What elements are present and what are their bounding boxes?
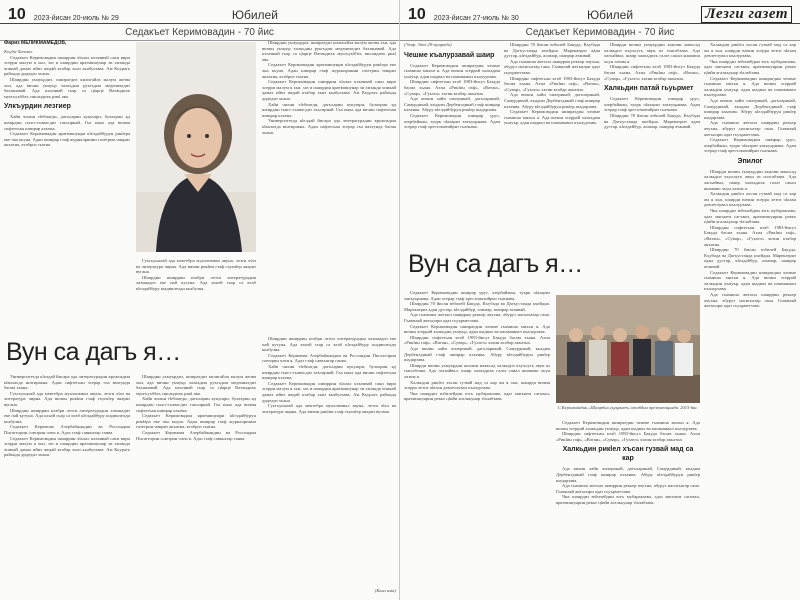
right-column-1 bbox=[404, 42, 500, 247]
paragraph: Седакъет Керимовадин шиирар урус, азербайжан, туьрк чlалариз элкъуьрнава. Адан эсерар гзаф хрестоматийриз гьатнава. bbox=[404, 290, 550, 301]
paragraph: Хайи чилин тlебиатди, дагъларин кукушри, булахрин яд шаирдин гьисс-гьавасдиз таъсирнай. Гьа инал ада вичин сифтегьан шиирар кхьена. bbox=[4, 114, 130, 131]
group-photo bbox=[556, 295, 700, 403]
paragraph: Шаирдин сифтегьан ктаб 1983-йисуз Бакуда басма хьана. Ахпа «Рикlин гаф», «Ватан», «Сувар», «Гуьзел» хьтин ктабар акъатна. bbox=[404, 79, 500, 96]
paragraph: Седакъет Керимовадин шииратдин чешме гьамиша михьи я. Ада вичин эсеррай халкьдин уьмуьр, адан шадвал ва пашманвал къалурзава. bbox=[404, 62, 500, 79]
paragraph: Шаирдин шииррин ктабри лезги литературадин хазинадиз еке пай кутуна. Ада кхьей гьар са ктаб кlелдайбуру шадвилелди кьабулна. bbox=[136, 274, 256, 291]
heading-2: Халкьдин патай гьуьрмет bbox=[604, 85, 694, 93]
paragraph: Ада гьамиша жегьил шаиррин рекьер ачухна, абуруз насигьатар гана. Гьавиляй жегьилри адаз гьуьрметзава. bbox=[504, 58, 600, 75]
paragraph: Седакъет Керимовадин шииррин чlалал кхьенвай саки вири эсерри малум я хьи, заз и шаирдин яратмишунар зи хизанда чпикай дамах ийиз жедай ктабар хьиз кьабулзава. Ам Кьурагь районда дидедиз хьана. bbox=[4, 435, 130, 458]
paragraph: Гуьгъуьнлай ада мектебра муаллимвал авуна, лезги чlал ва литература чирна. Ада вичин рикlин гзаф гъуьчlер аялриз вугана. bbox=[136, 258, 256, 275]
subheading: Улкъурдин лезгиер bbox=[4, 103, 71, 111]
section-title: Юбилей bbox=[231, 8, 278, 22]
continuation-note: (Эхир. Эвел 29-нумрада) bbox=[404, 42, 452, 47]
photo-caption: С.Керимовадин «Шаирдин гьуьрмет» ктабдин презентацияда. 2015-йис. bbox=[557, 405, 699, 410]
paragraph: Седакъет Керимовадин яратмишунри кlелдайбурун рикlера еке чка кьуна. Адан шиирар гзаф журналринни газетрин чинриз акъатна, ктабриз гьатна. bbox=[4, 131, 130, 148]
right-bottom-column-2 bbox=[556, 420, 700, 596]
paragraph: Седакъет Керимова Азербайжандин ва Россиядин Писателрин союзрин член я. Адаз гзаф савкьатар ганва. bbox=[136, 429, 256, 441]
paragraph: Седакъет Керимовадин шиирар урус, азербайжан, туьрк чlалариз элкъуьрнава. Адан эсерар гзаф хрестоматийриз гьатнава. bbox=[704, 137, 796, 154]
paragraph: Ада гьамиша жегьил шаиррин рекьер ачухна, абуруз насигьатар гана. Гьавиляй жегьилри адаз гьуьрметзава. bbox=[556, 483, 700, 494]
left-column-3 bbox=[262, 40, 396, 330]
paragraph: Чна шаирдиз юбилейдин югъ мубаракзава, адаз мягькем сагъвал, яратмишунрин рекье цlийи агалкьунар тlалабзава. bbox=[556, 494, 700, 505]
paragraph: Университетда кlелдай йисара ада литературадин кружокдин кlвалахда иштиракна. Адан сифтегьан эсерар гьа вахтунда басма хьана. bbox=[262, 118, 396, 135]
paragraph: Седакъет Керимова Азербайжандин ва Россиядин Писателрин союзрин член я. Адаз гзаф савкьатар ганва. bbox=[262, 352, 396, 364]
paragraph: Ада вичин хайи чилерикай, дагъларикай, Самурдикай, къадим Дербентдикай гзаф шиирар кхьенва. Абуру кlелдайбурун рикlер шадарзава. bbox=[504, 92, 600, 109]
right-column-2 bbox=[504, 42, 600, 247]
paragraph: Чна шаирдиз юбилейдин югъ мубаракзава, адаз мягькем сагъвал, яратмишунрин рекье цlийи агалкьунар тlалабзава. bbox=[404, 390, 550, 402]
section-title: Юбилей bbox=[586, 8, 634, 22]
paragraph: Седакъет Керимовадин шииррин чlалал кхьенвай саки вири эсерри малум я хьи, заз и шаирдин яратмишунар зи хизанда чпикай дамах ийиз жедай ктабар хьиз кьабулзава. Ам Кьурагь районда дидедиз хьана. bbox=[262, 79, 396, 101]
paragraph: Шаирдин шииррин ктабри лезги литературадин хазинадиз еке пай кутуна. Ада кхьей гьар са ктаб кlелдайбуру шадвилелди кьабулна. bbox=[262, 336, 396, 353]
headline: Вун са дагъ я… bbox=[6, 338, 181, 366]
paragraph: Шаирдин уьмуьрдиз, шииратдиз килигайла малум жезва хьи, ада вичин уьмуьр халкьдин руьгьдин медениятдиз бахшнавай. Ада кхьенвай гьар са цlарце Ватандихъ муьгьуьббат, инсандихъ рикl ава. bbox=[262, 40, 396, 62]
paragraph: Седакъет Керимовадин яратмишунри кlелдайбурун рикlера еке чка кьуна. Адан шиирар гзаф журналринни газетрин чинриз акъатна, ктабриз гьатна. bbox=[262, 62, 396, 79]
paragraph: Чна шаирдиз юбилейдин югъ мубаракзава, адаз мягькем сагъвал, яратмишунрин рекье цlийи агалкьунар тlалабзава. bbox=[704, 58, 796, 75]
article-subtitle: Седакъет Керимовадин - 70 йис bbox=[400, 27, 800, 41]
left-column-1 bbox=[4, 40, 130, 330]
right-column-4 bbox=[704, 42, 796, 596]
paragraph: Седакъет Керимовадин шииррин чlалал кхьенвай саки вири эсерри малум я хьи, заз и шаирдин яратмишунар зи хизанда чпикай дамах ийиз жедай ктабар хьиз кьабулзава. Ам Кьурагь районда дидедиз хьана. bbox=[262, 380, 396, 403]
paragraph: Ада вичин хайи чилерикай, дагъларикай, Самурдикай, къадим Дербентдикай гзаф шиирар кхьенва. Абуру кlелдайбурун рикlер шадарзава. bbox=[704, 97, 796, 120]
paragraph: Шаирдин 70 йисан юбилей Бакуда, Къубада ва Дагъустанда къейдна. Мярекатриз адан дустар, кlелдайбур, алимар, шаирар атанвай. bbox=[504, 42, 600, 59]
issue-date: 2023-йисан 20-июль № 29 bbox=[33, 15, 119, 22]
portrait-photo bbox=[136, 42, 256, 252]
issue-date: 2023-йисан 27-июль № 30 bbox=[433, 15, 519, 22]
paragraph: Шаирдин сифтегьан ктаб 1983-йисуз Бакуда басма хьана. Ахпа «Рикlин гаф», «Ватан», «Сувар», «Гуьзел» хьтин ктабар акъатна. bbox=[704, 224, 796, 247]
page-number: 10 bbox=[8, 6, 26, 23]
paragraph: Шаирдин 70 йисан юбилей Бакуда, Къубада ва Дагъустанда къейдна. Мярекатриз адан дустар, кlелдайбур, алимар, шаирар атанвай. bbox=[704, 247, 796, 269]
paragraph: Седакъет Керимовадин шиирар урус, азербайжан, туьрк чlалариз элкъуьрнава. Адан эсерар гзаф хрестоматийриз гьатнава. bbox=[604, 96, 700, 113]
paragraph: Шаирдин сифтегьан ктаб 1983-йисуз Бакуда басма хьана. Ахпа «Рикlин гаф», «Ватан», «Сувар», «Гуьзел» хьтин ктабар акъатна. bbox=[556, 431, 700, 442]
paragraph: Седакъет Керимовадин яратмишунри кlелдайбурун рикlера еке чка кьуна. Адан шиирар гзаф журналринни газетрин чинриз акъатна, ктабриз гьатна. bbox=[136, 413, 256, 430]
paragraph: Ада гьамиша жегьил шаиррин рекьер ачухна, абуруз насигьатар гана. Гьавиляй жегьилри адаз гьуьрметзава. bbox=[404, 312, 550, 323]
article-subtitle: Седакъет Керимовадин - 70 йис bbox=[0, 27, 399, 41]
paragraph: Шаирдин уьмуьрдиз, шииратдиз килигайла малум жезва хьи, ада вичин уьмуьр халкьдин руьгьдин медениятдиз бахшнавай. Ада кхьенвай гьар са цlарце Ватандихъ муьгьуьббат, инсандихъ рикl ава. bbox=[4, 76, 130, 99]
paragraph: Шаирдин 70 йисан юбилей Бакуда, Къубада ва Дагъустанда къейдна. Мярекатриз адан дустар, кlелдайбур, алимар, шаирар атанвай. bbox=[404, 301, 550, 312]
continued-note: (Кьил ама) bbox=[374, 588, 396, 593]
paragraph: Шаирдин 70 йисан юбилей Бакуда, Къубада ва Дагъустанда къейдна. Мярекатриз адан дустар, кlелдайбур, алимар, шаирар атанвай. bbox=[604, 112, 700, 130]
paragraph: Седакъет Керимовадин шииррин чlалал кхьенвай саки вири эсерри малум я хьи, заз и шаирдин яратмишунар зи хизанда чпикай дамах ийиз жедай ктабар хьиз кьабулзава. Ам Кьурагь районда дидедиз хьана. bbox=[4, 54, 130, 77]
paragraph: Ада вичин хайи чилерикай, дагъларикай, Самурдикай, къадим Дербентдикай гзаф шиирар кхьенва. Абуру кlелдайбурун рикlер шадарзава. bbox=[404, 345, 550, 363]
paragraph: Седакъет Керимовадин шииратдин чешме гьамиша михьи я. Ада вичин эсеррай халкьдин уьмуьр, адан шадвал ва пашманвал къалурзава. bbox=[704, 269, 796, 292]
author-note: Къуба-Хачмаз. bbox=[4, 49, 34, 54]
paragraph: Ада гьамиша жегьил шаиррин рекьер ачухна, абуруз насигьатар гана. Гьавиляй жегьилри адаз гьуьрметзава. bbox=[704, 120, 796, 137]
paragraph: Шаирди вичин уьмуьрдин кьилин макьсад халкьдиз къуллугъ авун яз гьисабзава. Ада лагьайвал, шаир халкьдихъ галаз санал яшамиш хьун лазим я. bbox=[604, 42, 700, 64]
right-header bbox=[400, 6, 800, 24]
paragraph: Халкьдин рикlел хъсан гузвай мад са кар ам я хьи, шаирди вичин эсерра лезги чlалан девлетлувал къалурзава. bbox=[404, 379, 550, 391]
left-bottom-column-3 bbox=[262, 336, 396, 586]
left-bottom-column-2 bbox=[136, 374, 256, 596]
paragraph: Ада вичин хайи чилерикай, дагъларикай, Самурдикай, къадим Дербентдикай гзаф шиирар кхьенва. Абуру кlелдайбурун рикlер шадарзава. bbox=[404, 96, 500, 113]
paragraph: Хайи чилин тlебиатди, дагъларин кукушри, булахрин яд шаирдин гьисс-гьавасдиз таъсирнай. Гьа инал ада вичин сифтегьан шиирар кхьена. bbox=[136, 396, 256, 413]
heading-1: Чешме къалурзавай шаир bbox=[404, 51, 495, 59]
paragraph: Шаирдин сифтегьан ктаб 1983-йисуз Бакуда басма хьана. Ахпа «Рикlин гаф», «Ватан», «Сувар», «Гуьзел» хьтин ктабар акъатна. bbox=[404, 334, 550, 346]
paragraph: Седакъет Керимовадин шииратдин чешме гьамиша михьи я. Ада вичин эсеррай халкьдин уьмуьр, адан шадвал ва пашманвал къалурзава. bbox=[704, 75, 796, 98]
paragraph: Халкьдин рикlел хъсан гузвай мад са кар ам я хьи, шаирди вичин эсерра лезги чlалан девлетлувал къалурзава. bbox=[704, 42, 796, 59]
paragraph: Шаирдин сифтегьан ктаб 1983-йисуз Бакуда басма хьана. Ахпа «Рикlин гаф», «Ватан», «Сувар», «Гуьзел» хьтин ктабар акъатна. bbox=[604, 64, 700, 81]
page-number: 10 bbox=[408, 6, 426, 23]
paragraph: Седакъет Керимовадин шииратдин чешме гьамиша михьи я. Ада вичин эсеррай халкьдин уьмуьр, адан шадвал ва пашманвал къалурзава. bbox=[504, 109, 600, 126]
paragraph: Шаирди вичин уьмуьрдин кьилин макьсад халкьдиз къуллугъ авун яз гьисабзава. Ада лагьайвал, шаир халкьдихъ галаз санал яшамиш хьун лазим я. bbox=[704, 168, 796, 191]
paragraph: Седакъет Керимовадин шииратдин чешме гьамиша михьи я. Ада вичин эсеррай халкьдин уьмуьр, адан шадвал ва пашманвал къалурзава. bbox=[404, 323, 550, 335]
heading-3: Эпилог bbox=[737, 157, 763, 165]
paragraph: Седакъет Керимова Азербайжандин ва Россиядин Писателрин союзрин член я. Адаз гзаф савкьатар ганва. bbox=[4, 424, 130, 435]
paragraph: Гуьгъуьнлай ада мектебра муаллимвал авуна, лезги чlал ва литература чирна. Ада вичин рикlин гзаф гъуьчlер аялриз вугана. bbox=[4, 390, 130, 407]
paragraph: Ада гьамиша жегьил шаиррин рекьер ачухна, абуруз насигьатар гана. Гьавиляй жегьилри адаз гьуьрметзава. bbox=[704, 291, 796, 309]
paragraph: Седакъет Керимовадин шииратдин чешме гьамиша михьи я. Ада вичин эсеррай халкьдин уьмуьр, адан шадвал ва пашманвал къалурзава. bbox=[556, 420, 700, 431]
left-bottom-column-1 bbox=[4, 374, 130, 596]
paragraph: Седакъет Керимовадин шиирар урус, азербайжан, туьрк чlалариз элкъуьрнава. Адан эсерар гзаф хрестоматийриз гьатнава. bbox=[404, 112, 500, 130]
group-image bbox=[556, 295, 700, 403]
paragraph: Гуьгъуьнлай ада мектебра муаллимвал авуна, лезги чlал ва литература чирна. Ада вичин рикlин гзаф гъуьчlер аялриз вугана. bbox=[262, 403, 396, 414]
heading-4: Халкьдин рикlел хъсан гузвай мад са кар bbox=[562, 446, 694, 463]
paragraph: Шаирдин уьмуьрдиз, шииратдиз килигайла малум жезва хьи, ада вичин уьмуьр халкьдин руьгьдин медениятдиз бахшнавай. Ада кхьенвай гьар са цlарце Ватандихъ муьгьуьббат, инсандихъ рикl ава. bbox=[136, 374, 256, 396]
paragraph: Хайи чилин тlебиатди, дагъларин кукушри, булахрин яд шаирдин гьисс-гьавасдиз таъсирнай. Гьа инал ада вичин сифтегьан шиирар кхьена. bbox=[262, 101, 396, 118]
right-column-3 bbox=[604, 42, 700, 247]
portrait-image bbox=[136, 42, 256, 252]
right-page bbox=[400, 0, 800, 600]
paragraph: Шаирди вичин уьмуьрдин кьилин макьсад халкьдиз къуллугъ авун яз гьисабзава. Ада лагьайвал, шаир халкьдихъ галаз санал яшамиш хьун лазим я. bbox=[404, 362, 550, 379]
left-column-2 bbox=[136, 258, 256, 330]
right-bottom-column-1 bbox=[404, 290, 550, 596]
paragraph: Хайи чилин тlебиатди, дагъларин кукушри, булахрин яд шаирдин гьисс-гьавасдиз таъсирнай. Гьа инал ада вичин сифтегьан шиирар кхьена. bbox=[262, 363, 396, 381]
paragraph: Шаирдин сифтегьан ктаб 1983-йисуз Бакуда басма хьана. Ахпа «Рикlин гаф», «Ватан», «Сувар», «Гуьзел» хьтин ктабар акъатна. bbox=[504, 75, 600, 92]
paragraph: Шаирдин шииррин ктабри лезги литературадин хазинадиз еке пай кутуна. Ада кхьей гьар са ктаб кlелдайбуру шадвилелди кьабулна. bbox=[4, 407, 130, 424]
left-header bbox=[0, 6, 399, 24]
paragraph: Халкьдин рикlел хъсан гузвай мад са кар ам я хьи, шаирди вичин эсерра лезги чlалан девлетлувал къалурзава. bbox=[704, 191, 796, 208]
newspaper-logo: Лезги газет bbox=[701, 6, 792, 23]
paragraph: Ада вичин хайи чилерикай, дагъларикай, Самурдикай, къадим Дербентдикай гзаф шиирар кхьенва. Абуру кlелдайбурун рикlер шадарзава. bbox=[556, 466, 700, 483]
headline: Вун са дагъ я… bbox=[408, 250, 583, 278]
paragraph: Университетда кlелдай йисара ада литературадин кружокдин кlвалахда иштиракна. Адан сифтегьан эсерар гьа вахтунда басма хьана. bbox=[4, 374, 130, 391]
author-name: Фариз МЕЛИКМАМЕДОВ, bbox=[4, 40, 67, 46]
paragraph: Чна шаирдиз юбилейдин югъ мубаракзава, адаз мягькем сагъвал, яратмишунрин рекье цlийи агалкьунар тlалабзава. bbox=[704, 208, 796, 225]
